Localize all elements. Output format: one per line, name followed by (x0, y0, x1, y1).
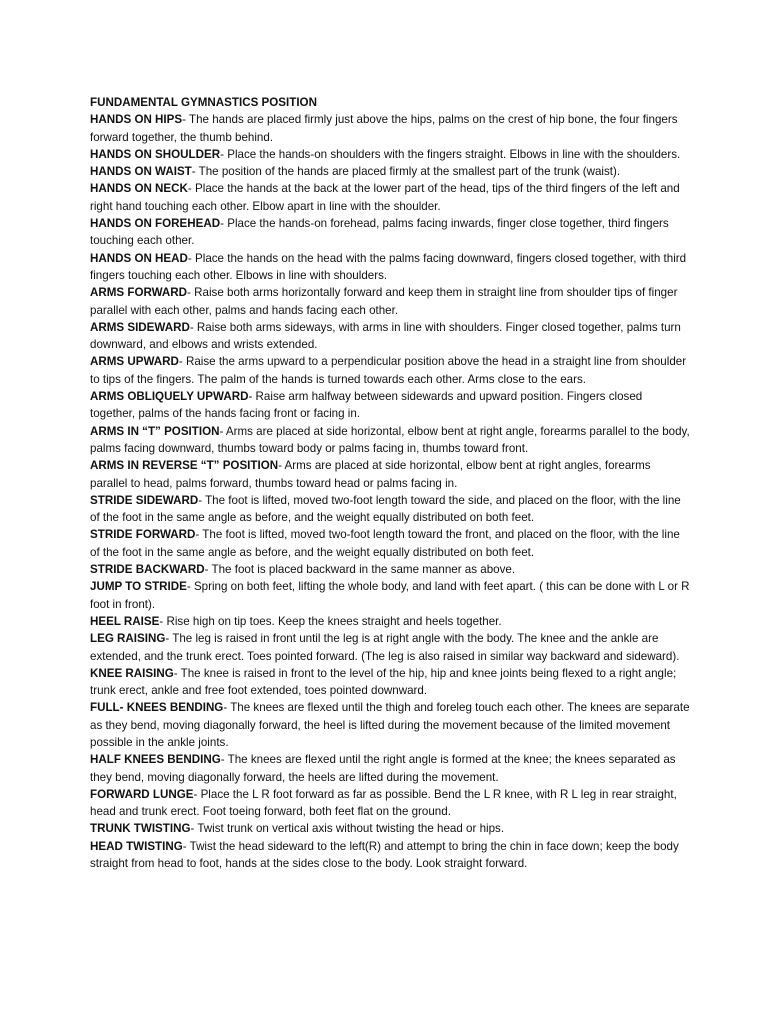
definition-text: - Raise the arms upward to a perpendicular position above the head in a straight line from shoulder to tips of the fingers. The palm of the hands is turned towards each other. Arms close to the ears. (90, 355, 687, 386)
definition-term: ARMS IN “T” POSITION (90, 424, 220, 438)
definition-entry (90, 388, 690, 423)
definition-term: STRIDE FORWARD (90, 528, 196, 542)
definition-text: - Arms are placed at side horizontal, elbow bent at right angles, forearms parallel to head, palms forward, thumbs toward head or palms facing in. (90, 459, 651, 490)
definition-term: HALF KNEES BENDING (90, 753, 221, 767)
definition-entry (90, 180, 690, 215)
document-page (90, 94, 690, 872)
definition-entry (90, 578, 690, 613)
definition-text: - The hands are placed firmly just above the hips, palms on the crest of hip bone, the four fingers forward together, the thumb behind. (90, 113, 678, 144)
definition-term: FULL- KNEES BENDING (90, 701, 224, 715)
definition-text: - Place the hands-on shoulders with the fingers straight. Elbows in line with the shoulders. (220, 147, 681, 161)
definition-text: - Place the hands-on forehead, palms facing inwards, finger close together, third fingers touching each other. (90, 217, 669, 248)
definition-text: - Rise high on tip toes. Keep the knees straight and heels together. (159, 614, 502, 628)
definition-term: ARMS SIDEWARD (90, 320, 190, 334)
definition-term: HANDS ON FOREHEAD (90, 217, 221, 231)
definition-term: TRUNK TWISTING (90, 822, 191, 836)
definition-entry (90, 526, 690, 561)
definition-term: HANDS ON SHOULDER (90, 147, 221, 161)
definition-term: HANDS ON NECK (90, 182, 188, 196)
definition-text: - The foot is lifted, moved two-foot length toward the front, and placed on the floor, with the line of the foot in the same angle as before, and the weight equally distributed on both feet. (90, 528, 680, 559)
definition-text: - Place the hands on the head with the palms facing downward, fingers closed together, with third fingers touching each other. Elbows in line with shoulders. (90, 251, 687, 282)
definition-text: - The leg is raised in front until the leg is at right angle with the body. The knee and the ankle are extended, and the trunk erect. Toes pointed forward. (The leg is also raised in similar way backward and sideward). (90, 632, 680, 663)
definition-entry (90, 457, 690, 492)
definition-entry (90, 492, 690, 527)
definition-entry (90, 838, 690, 873)
definition-term: STRIDE SIDEWARD (90, 493, 199, 507)
definition-text: - The knees are flexed until the thigh and foreleg touch each other. The knees are separate as they bend, moving diagonally forward, the heel is lifted during the movement because of the limited movement possible in the ankle joints. (90, 701, 690, 749)
definition-entry (90, 146, 690, 163)
definition-text: - Arms are placed at side horizontal, elbow bent at right angle, forearms parallel to the body, palms facing downward, thumbs toward body or palms facing in, thumbs toward front. (90, 424, 690, 455)
definition-term: FORWARD LUNGE (90, 787, 194, 801)
definition-entry (90, 163, 690, 180)
definition-term: LEG RAISING (90, 632, 166, 646)
definition-term: ARMS IN REVERSE “T” POSITION (90, 459, 279, 473)
definition-text: - The position of the hands are placed firmly at the smallest part of the trunk (waist). (191, 165, 621, 179)
definition-text: - Raise both arms horizontally forward and keep them in straight line from shoulder tips of finger parallel with each other, palms and hands facing each other. (90, 286, 678, 317)
definition-entry (90, 786, 690, 821)
definition-entry (90, 665, 690, 700)
definition-entry (90, 699, 690, 751)
definition-text: - The foot is lifted, moved two-foot length toward the side, and placed on the floor, with the line of the foot in the same angle as before, and the weight equally distributed on both feet. (90, 493, 681, 525)
definition-entry (90, 353, 690, 388)
definition-entry (90, 250, 690, 285)
definition-entry (90, 613, 690, 630)
definition-term: ARMS FORWARD (90, 286, 188, 300)
definition-text: - Place the hands at the back at the lower part of the head, tips of the third fingers of the left and right hand touching each other. Elbow apart in line with the shoulder. (90, 182, 680, 213)
definition-entry (90, 215, 690, 250)
definition-term: HANDS ON WAIST (90, 165, 192, 179)
definition-entry (90, 561, 690, 578)
definition-text: - Raise both arms sideways, with arms in line with shoulders. Finger closed together, palms turn downward, and elbows and wrists extended. (90, 320, 681, 352)
entry-list (90, 111, 690, 872)
page-title: FUNDAMENTAL GYMNASTICS POSITION (90, 96, 317, 109)
definition-text: - The knees are flexed until the right angle is formed at the knee; the knees separated as they bend, moving diagonally forward, the heels are lifted during the movement. (90, 753, 676, 784)
definition-term: HEEL RAISE (90, 614, 160, 628)
definition-text: - Place the L R foot forward as far as possible. Bend the L R knee, with R L leg in rear straight, head and trunk erect. Foot toeing forward, both feet flat on the ground. (90, 787, 677, 819)
definition-entry (90, 630, 690, 665)
definition-term: STRIDE BACKWARD (90, 563, 205, 577)
definition-text: - Raise arm halfway between sidewards and upward position. Fingers closed together, palms of the hands facing front or facing in. (90, 390, 643, 421)
definition-term: ARMS OBLIQUELY UPWARD (90, 390, 249, 404)
definition-entry (90, 423, 690, 458)
definition-entry (90, 284, 690, 319)
definition-entry (90, 111, 690, 146)
definition-entry (90, 820, 690, 837)
definition-term: ARMS UPWARD (90, 355, 179, 369)
definition-entry (90, 319, 690, 354)
definition-term: HANDS ON HEAD (90, 251, 188, 265)
definition-entry (90, 751, 690, 786)
definition-term: HANDS ON HIPS (90, 113, 183, 127)
definition-text: - The knee is raised in front to the level of the hip, hip and knee joints being flexed to a right angle; trunk erect, ankle and free foot extended, toes pointed downward. (90, 666, 677, 698)
definition-text: - Twist trunk on vertical axis without twisting the head or hips. (190, 822, 505, 836)
definition-term: HEAD TWISTING (90, 839, 183, 853)
definition-text: - The foot is placed backward in the same manner as above. (204, 563, 516, 577)
definition-term: JUMP TO STRIDE (90, 580, 187, 594)
definition-text: - Spring on both feet, lifting the whole body, and land with feet apart. ( this can be done with L or R foot in front). (90, 580, 690, 611)
definition-term: KNEE RAISING (90, 666, 174, 680)
definition-text: - Twist the head sideward to the left(R) and attempt to bring the chin in face down; keep the body straight from head to foot, hands at the sides close to the body. Look straight forward. (90, 839, 679, 871)
